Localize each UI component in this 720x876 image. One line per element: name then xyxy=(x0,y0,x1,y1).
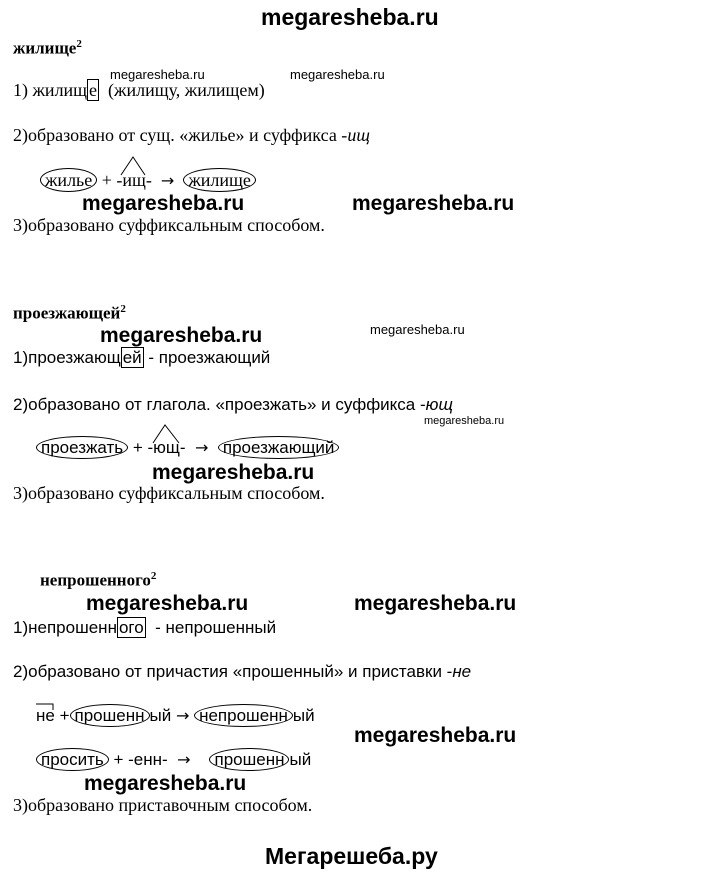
result-word-tail: ый xyxy=(292,706,315,725)
section-2-step1 xyxy=(13,348,270,368)
word-parse xyxy=(28,347,144,368)
scheme-suffix: ищ xyxy=(122,170,146,190)
watermark-big: megaresheba.ru xyxy=(152,461,315,484)
prefix-bracket-icon xyxy=(36,702,60,712)
header-site-title: megaresheba.ru xyxy=(261,4,439,30)
word-stem: непрошенн xyxy=(28,618,117,637)
arrow-right-icon: → xyxy=(175,706,190,725)
step-number: 1) xyxy=(13,348,29,367)
section-2-mark: 2 xyxy=(120,303,126,315)
section-3-heading xyxy=(40,570,156,591)
scheme-plus: + - xyxy=(101,170,123,190)
watermark-small: megaresheba.ru xyxy=(290,67,385,82)
scheme-dash: - xyxy=(179,438,186,457)
watermark-big: megaresheba.ru xyxy=(86,592,249,615)
word-parse xyxy=(28,617,146,638)
section-1-word: жилище xyxy=(13,38,77,58)
word-stem: проезжающ xyxy=(28,348,121,367)
section-2-scheme xyxy=(36,438,339,458)
watermark-big: megaresheba.ru xyxy=(354,724,517,747)
watermark-big: megaresheba.ru xyxy=(354,592,517,615)
result-word-tail: ый xyxy=(289,750,312,769)
source-word-oval: прошенн xyxy=(70,704,150,727)
suffix-caret-icon xyxy=(153,425,183,445)
source-word-oval: просить xyxy=(36,748,109,771)
suffix-mark xyxy=(122,170,146,190)
step-number: 1) xyxy=(13,80,28,100)
result-word-oval: жилище xyxy=(183,168,256,192)
word-stem: жилищ xyxy=(32,80,88,100)
scheme-suffix: ющ xyxy=(153,438,180,457)
word-forms: (жилищу, жилищем) xyxy=(108,80,265,100)
source-word-tail: ый xyxy=(149,706,172,725)
watermark-big: megaresheba.ru xyxy=(82,192,245,215)
suffix-mark xyxy=(153,438,180,457)
result-word-oval: проезжающий xyxy=(218,436,340,459)
section-3-word: непрошенного xyxy=(40,570,151,590)
section-2-heading xyxy=(13,303,126,324)
footer-site-title: Мегарешеба.ру xyxy=(265,843,438,869)
watermark-big: megaresheba.ru xyxy=(352,192,515,215)
word-forms: - проезжающий xyxy=(148,348,271,367)
section-1-heading xyxy=(13,38,82,59)
section-1-step2 xyxy=(13,125,370,146)
scheme-plus: + xyxy=(59,706,70,725)
step2-text: 2)образовано от глагола. «проезжать» и суффикса - xyxy=(13,395,426,414)
section-1-mark: 2 xyxy=(76,38,82,50)
word-parse xyxy=(33,80,100,100)
step2-suffix: ющ xyxy=(425,395,453,414)
result-word-oval: непрошенн xyxy=(194,704,293,727)
arrow-right-icon: → xyxy=(195,438,209,457)
section-1-scheme xyxy=(40,170,256,191)
scheme-plus: + - xyxy=(132,438,154,457)
step2-suffix: не xyxy=(452,662,472,681)
step2-text: 2)образовано от сущ. «жилье» и суффикса - xyxy=(13,125,348,145)
word-ending-box: ого xyxy=(118,618,144,637)
prefix-mark xyxy=(36,706,55,725)
section-1-step1 xyxy=(13,80,265,101)
scheme-prefix: не xyxy=(36,706,55,725)
watermark-big: megaresheba.ru xyxy=(84,772,247,795)
section-3-step1 xyxy=(13,618,276,638)
section-3-mark: 2 xyxy=(150,570,157,582)
step-number: 1) xyxy=(13,618,29,637)
watermark-big: megaresheba.ru xyxy=(100,324,263,347)
section-2-step2 xyxy=(13,395,453,415)
scheme-plus: + -енн- xyxy=(113,750,168,769)
result-word-oval: прошенн xyxy=(209,748,289,771)
scheme-dash: - xyxy=(145,170,152,190)
watermark-small: megaresheba.ru xyxy=(424,415,505,427)
section-2-word: проезжающей xyxy=(13,303,121,323)
arrow-right-icon: → xyxy=(160,171,175,190)
source-word-oval: жилье xyxy=(40,168,97,192)
step2-text: 2)образовано от причастия «прошенный» и приставки - xyxy=(13,662,453,681)
section-2-step3: 3)образовано суффиксальным способом. xyxy=(13,483,325,503)
section-3-scheme-1 xyxy=(36,706,315,726)
source-word-oval: проезжать xyxy=(36,436,128,459)
word-forms: - непрошенный xyxy=(155,618,277,637)
word-ending-box: е xyxy=(89,80,98,100)
section-3-scheme-2 xyxy=(36,750,311,770)
arrow-right-icon: → xyxy=(177,750,191,769)
step2-suffix: ищ xyxy=(347,125,370,145)
section-3-step3: 3)образовано приставочным способом. xyxy=(13,795,313,815)
word-ending-box: ей xyxy=(122,348,142,367)
section-3-step2 xyxy=(13,662,471,682)
watermark-small: megaresheba.ru xyxy=(110,67,205,82)
section-1-step3: 3)образовано суффиксальным способом. xyxy=(13,215,325,235)
watermark-small: megaresheba.ru xyxy=(370,322,465,337)
suffix-caret-icon xyxy=(121,157,151,177)
